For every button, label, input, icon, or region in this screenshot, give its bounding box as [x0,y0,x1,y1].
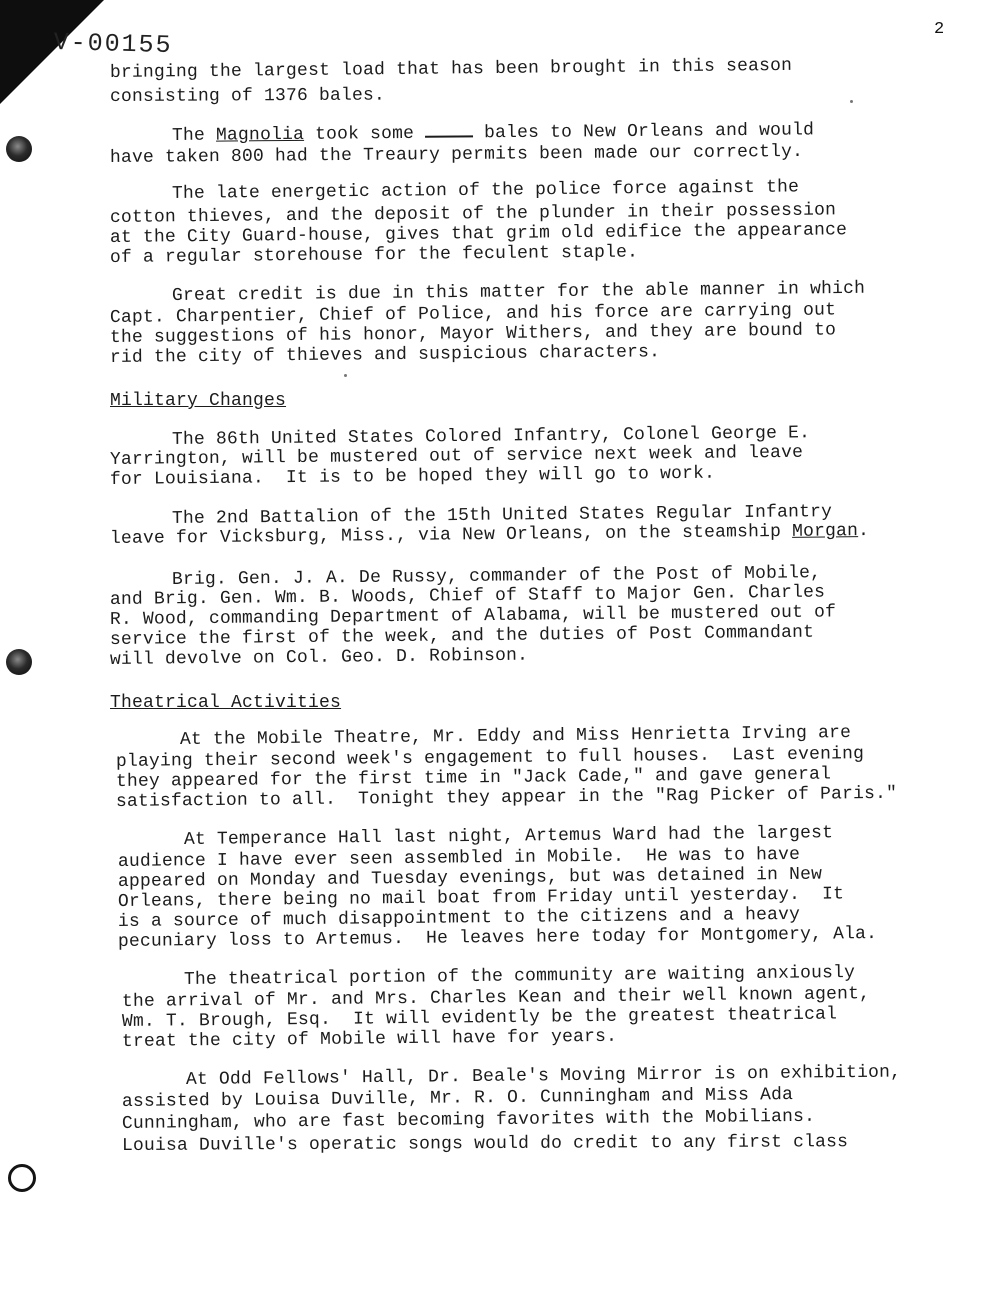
text-line: of a regular storehouse for the feculent staple. [109,242,639,268]
text-line: they appeared for the first time in "Jack Cade," and gave general [115,764,832,792]
paper-speck [850,100,853,103]
text-line: At the Mobile Theatre, Mr. Eddy and Miss Henrietta Irving are [179,722,852,750]
text-line: assisted by Louisa Duville, Mr. R. O. Cunningham and Miss Ada [121,1084,794,1112]
section-heading-theatrical: Theatrical Activities [110,693,342,713]
blank-field [425,121,473,137]
text-line: The Magnolia took some bales to New Orleans and would [171,120,815,146]
text-line: audience I have ever seen assembled in Mobile. He was to have [117,844,801,872]
text-line: is a source of much disappointment to the citizens and a heavy [117,904,801,932]
text-line: consisting of 1376 bales. [109,85,386,107]
text-line: playing their second week's engagement to full houses. Last evening [115,744,865,772]
page-number: 2 [934,20,945,39]
document-id: V-00155 [53,28,173,61]
text-line: satisfaction to all. Tonight they appear in the "Rag Picker of Paris." [115,783,898,812]
section-heading-military: Military Changes [110,391,287,411]
binder-hole-top [6,136,32,162]
text-line: bringing the largest load that has been brought in this season [109,55,793,83]
paper-speck [344,374,347,377]
text-line: the arrival of Mr. and Mrs. Charles Kean and their well known agent, [121,984,871,1012]
text-line: The theatrical portion of the community are waiting anxiously [183,962,856,990]
text-line: have taken 800 had the Treaury permits been made our correctly. [109,141,804,168]
text-line: for Louisiana. It is to be hoped they will go to work. [109,463,716,490]
vessel-name: Morgan [791,521,859,542]
text-line: service the first of the week, and the duties of Post Commandant [109,622,815,650]
text-line: The late energetic action of the police force against the [171,177,800,204]
text-line: Orleans, there being no mail boat from Friday until yesterday. It [117,884,845,912]
text-line: at the City Guard-house, gives that grim old edifice the appearance [109,220,848,248]
text-line: At Temperance Hall last night, Artemus Ward had the largest [183,823,834,850]
text-line: At Odd Fellows' Hall, Dr. Beale's Moving Mirror is on exhibition, [185,1062,902,1090]
text-line: Brig. Gen. J. A. De Russy, commander of the Post of Mobile, [171,563,822,590]
text-line: cotton thieves, and the deposit of the plunder in their possession [109,200,837,228]
text-line: Cunningham, who are fast becoming favorites with the Mobilians. [121,1106,816,1134]
text-line: R. Wood, commanding Department of Alabama, will be mustered out of [109,602,837,630]
binder-hole-middle [6,649,32,675]
text-line: the suggestions of his honor, Mayor Withers, and they are bound to [109,320,837,348]
text-line: Wm. T. Brough, Esq. It will evidently be the greatest theatrical [121,1004,838,1032]
text-line: treat the city of Mobile will have for years. [121,1026,618,1052]
text-line: Yarrington, will be mustered out of service next week and leave [109,442,804,470]
text-line: Louisa Duville's operatic songs would do credit to any first class [121,1132,849,1156]
text-line: will devolve on Col. Geo. D. Robinson. [109,645,529,670]
text-line: Capt. Charpentier, Chief of Police, and his force are carrying out [109,300,837,328]
text-line: The 2nd Battalion of the 15th United States Regular Infantry [171,502,833,529]
text-line: appeared on Monday and Tuesday evenings, but was detained in New [117,864,823,892]
text-line: and Brig. Gen. Wm. B. Woods, Chief of Staff to Major Gen. Charles [109,582,826,610]
binder-hole-bottom [8,1164,36,1192]
vessel-name: Magnolia [215,124,305,146]
text-line: pecuniary loss to Artemus. He leaves here today for Montgomery, Ala. [117,924,878,952]
text-line: The 86th United States Colored Infantry, Colonel George E. [171,423,811,450]
text-line: rid the city of thieves and suspicious characters. [109,342,661,368]
text-line: Great credit is due in this matter for the able manner in which [171,278,866,306]
text-line: leave for Vicksburg, Miss., via New Orleans, on the steamship Morgan. [109,521,870,549]
